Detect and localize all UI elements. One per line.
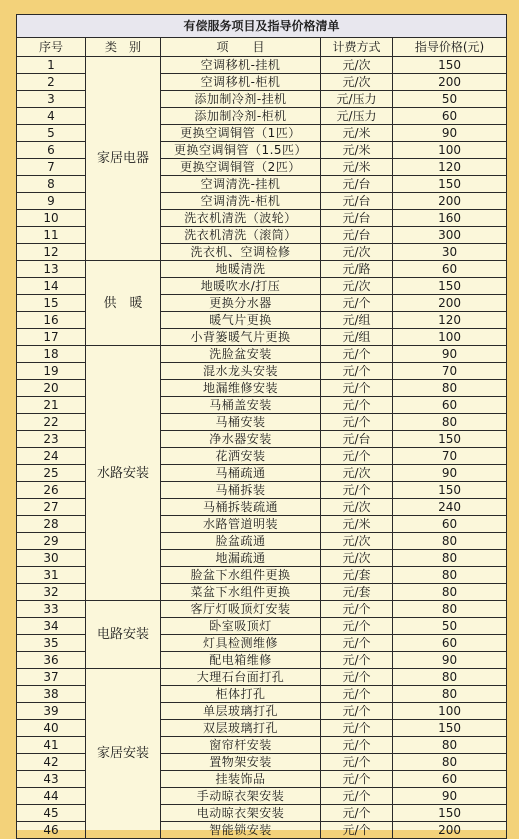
billing-unit: 元/个	[321, 771, 393, 788]
item-name: 混水龙头安装	[161, 363, 321, 380]
item-name: 马桶拆装	[161, 482, 321, 499]
billing-unit: 元/个	[321, 363, 393, 380]
row-index: 26	[17, 482, 86, 499]
item-name: 马桶盖安装	[161, 397, 321, 414]
row-index: 36	[17, 652, 86, 669]
guide-price: 80	[393, 380, 507, 397]
row-index: 38	[17, 686, 86, 703]
guide-price: 200	[393, 822, 507, 839]
guide-price: 80	[393, 533, 507, 550]
guide-price: 200	[393, 74, 507, 91]
item-name: 马桶拆装疏通	[161, 499, 321, 516]
item-name: 配电箱维修	[161, 652, 321, 669]
billing-unit: 元/压力	[321, 91, 393, 108]
guide-price: 80	[393, 737, 507, 754]
table-title: 有偿服务项目及指导价格清单	[17, 15, 507, 38]
row-index: 42	[17, 754, 86, 771]
billing-unit: 元/个	[321, 346, 393, 363]
header-category: 类 别	[86, 38, 161, 57]
item-name: 水路管道明装	[161, 516, 321, 533]
table-row	[17, 57, 507, 74]
item-name: 添加制冷剂-挂机	[161, 91, 321, 108]
item-name: 卧室吸顶灯	[161, 618, 321, 635]
guide-price: 50	[393, 618, 507, 635]
billing-unit: 元/个	[321, 788, 393, 805]
billing-unit: 元/个	[321, 686, 393, 703]
item-name: 马桶安装	[161, 414, 321, 431]
table-row	[17, 669, 507, 686]
guide-price: 80	[393, 414, 507, 431]
guide-price: 100	[393, 329, 507, 346]
guide-price: 70	[393, 363, 507, 380]
billing-unit: 元/次	[321, 74, 393, 91]
item-name: 挂装饰品	[161, 771, 321, 788]
item-name: 更换空调铜管（2匹）	[161, 159, 321, 176]
row-index: 27	[17, 499, 86, 516]
table-title-row	[17, 15, 507, 38]
billing-unit: 元/台	[321, 431, 393, 448]
category-cell: 家居安装	[86, 669, 161, 839]
guide-price: 90	[393, 346, 507, 363]
item-name: 地漏疏通	[161, 550, 321, 567]
price-table	[16, 14, 507, 839]
guide-price: 150	[393, 482, 507, 499]
row-index: 1	[17, 57, 86, 74]
row-index: 3	[17, 91, 86, 108]
header-index: 序号	[17, 38, 86, 57]
row-index: 13	[17, 261, 86, 278]
guide-price: 60	[393, 261, 507, 278]
row-index: 18	[17, 346, 86, 363]
billing-unit: 元/个	[321, 618, 393, 635]
item-name: 更换分水器	[161, 295, 321, 312]
row-index: 4	[17, 108, 86, 125]
billing-unit: 元/个	[321, 601, 393, 618]
row-index: 11	[17, 227, 86, 244]
guide-price: 150	[393, 57, 507, 74]
billing-unit: 元/米	[321, 516, 393, 533]
item-name: 空调清洗-挂机	[161, 176, 321, 193]
guide-price: 80	[393, 584, 507, 601]
guide-price: 90	[393, 465, 507, 482]
table-row	[17, 261, 507, 278]
table-row	[17, 346, 507, 363]
billing-unit: 元/米	[321, 125, 393, 142]
billing-unit: 元/台	[321, 227, 393, 244]
item-name: 洗衣机、空调检修	[161, 244, 321, 261]
guide-price: 50	[393, 91, 507, 108]
guide-price: 100	[393, 142, 507, 159]
row-index: 2	[17, 74, 86, 91]
billing-unit: 元/个	[321, 737, 393, 754]
category-cell: 水路安装	[86, 346, 161, 601]
row-index: 21	[17, 397, 86, 414]
billing-unit: 元/个	[321, 703, 393, 720]
billing-unit: 元/台	[321, 210, 393, 227]
billing-unit: 元/个	[321, 482, 393, 499]
category-cell: 电路安装	[86, 601, 161, 669]
billing-unit: 元/次	[321, 550, 393, 567]
guide-price: 80	[393, 601, 507, 618]
guide-price: 90	[393, 652, 507, 669]
guide-price: 150	[393, 176, 507, 193]
row-index: 12	[17, 244, 86, 261]
billing-unit: 元/组	[321, 329, 393, 346]
header-item: 项 目	[161, 38, 321, 57]
row-index: 8	[17, 176, 86, 193]
billing-unit: 元/个	[321, 669, 393, 686]
row-index: 24	[17, 448, 86, 465]
guide-price: 30	[393, 244, 507, 261]
item-name: 更换空调铜管（1.5匹）	[161, 142, 321, 159]
billing-unit: 元/个	[321, 652, 393, 669]
item-name: 单层玻璃打孔	[161, 703, 321, 720]
row-index: 14	[17, 278, 86, 295]
guide-price: 120	[393, 312, 507, 329]
row-index: 34	[17, 618, 86, 635]
item-name: 空调清洗-柜机	[161, 193, 321, 210]
row-index: 6	[17, 142, 86, 159]
row-index: 29	[17, 533, 86, 550]
billing-unit: 元/次	[321, 499, 393, 516]
item-name: 灯具检测维修	[161, 635, 321, 652]
item-name: 空调移机-挂机	[161, 57, 321, 74]
item-name: 脸盆下水组件更换	[161, 567, 321, 584]
row-index: 39	[17, 703, 86, 720]
item-name: 客厅灯吸顶灯安装	[161, 601, 321, 618]
guide-price: 70	[393, 448, 507, 465]
item-name: 地漏维修安装	[161, 380, 321, 397]
row-index: 10	[17, 210, 86, 227]
row-index: 17	[17, 329, 86, 346]
item-name: 更换空调铜管（1匹）	[161, 125, 321, 142]
billing-unit: 元/次	[321, 278, 393, 295]
guide-price: 90	[393, 788, 507, 805]
billing-unit: 元/次	[321, 465, 393, 482]
billing-unit: 元/个	[321, 380, 393, 397]
guide-price: 90	[393, 125, 507, 142]
billing-unit: 元/个	[321, 397, 393, 414]
row-index: 23	[17, 431, 86, 448]
billing-unit: 元/个	[321, 754, 393, 771]
category-cell: 供 暖	[86, 261, 161, 346]
guide-price: 60	[393, 635, 507, 652]
row-index: 9	[17, 193, 86, 210]
item-name: 置物架安装	[161, 754, 321, 771]
guide-price: 80	[393, 686, 507, 703]
guide-price: 150	[393, 278, 507, 295]
billing-unit: 元/米	[321, 159, 393, 176]
row-index: 44	[17, 788, 86, 805]
guide-price: 60	[393, 397, 507, 414]
billing-unit: 元/组	[321, 312, 393, 329]
guide-price: 150	[393, 805, 507, 822]
billing-unit: 元/个	[321, 805, 393, 822]
row-index: 32	[17, 584, 86, 601]
billing-unit: 元/个	[321, 822, 393, 839]
billing-unit: 元/台	[321, 193, 393, 210]
row-index: 16	[17, 312, 86, 329]
guide-price: 200	[393, 295, 507, 312]
item-name: 菜盆下水组件更换	[161, 584, 321, 601]
guide-price: 200	[393, 193, 507, 210]
item-name: 洗衣机清洗（波轮）	[161, 210, 321, 227]
item-name: 马桶疏通	[161, 465, 321, 482]
item-name: 双层玻璃打孔	[161, 720, 321, 737]
guide-price: 240	[393, 499, 507, 516]
item-name: 地暖吹水/打压	[161, 278, 321, 295]
guide-price: 300	[393, 227, 507, 244]
guide-price: 150	[393, 720, 507, 737]
billing-unit: 元/米	[321, 142, 393, 159]
billing-unit: 元/压力	[321, 108, 393, 125]
item-name: 地暖清洗	[161, 261, 321, 278]
guide-price: 60	[393, 771, 507, 788]
category-cell: 家居电器	[86, 57, 161, 261]
row-index: 22	[17, 414, 86, 431]
item-name: 大理石台面打孔	[161, 669, 321, 686]
billing-unit: 元/套	[321, 567, 393, 584]
item-name: 窗帘杆安装	[161, 737, 321, 754]
item-name: 添加制冷剂-柜机	[161, 108, 321, 125]
row-index: 19	[17, 363, 86, 380]
row-index: 45	[17, 805, 86, 822]
row-index: 37	[17, 669, 86, 686]
table-row	[17, 601, 507, 618]
row-index: 20	[17, 380, 86, 397]
item-name: 小背篓暖气片更换	[161, 329, 321, 346]
row-index: 25	[17, 465, 86, 482]
row-index: 7	[17, 159, 86, 176]
item-name: 脸盆疏通	[161, 533, 321, 550]
header-billing: 计费方式	[321, 38, 393, 57]
row-index: 31	[17, 567, 86, 584]
item-name: 电动晾衣架安装	[161, 805, 321, 822]
billing-unit: 元/个	[321, 295, 393, 312]
guide-price: 60	[393, 108, 507, 125]
item-name: 净水器安装	[161, 431, 321, 448]
guide-price: 120	[393, 159, 507, 176]
row-index: 40	[17, 720, 86, 737]
item-name: 花洒安装	[161, 448, 321, 465]
row-index: 43	[17, 771, 86, 788]
billing-unit: 元/个	[321, 635, 393, 652]
guide-price: 80	[393, 754, 507, 771]
billing-unit: 元/次	[321, 244, 393, 261]
billing-unit: 元/套	[321, 584, 393, 601]
guide-price: 80	[393, 550, 507, 567]
price-sheet	[16, 14, 506, 837]
header-row	[17, 38, 507, 57]
billing-unit: 元/个	[321, 720, 393, 737]
billing-unit: 元/次	[321, 57, 393, 74]
row-index: 28	[17, 516, 86, 533]
table-body	[17, 57, 507, 839]
billing-unit: 元/个	[321, 448, 393, 465]
item-name: 柜体打孔	[161, 686, 321, 703]
item-name: 智能锁安装	[161, 822, 321, 839]
guide-price: 80	[393, 669, 507, 686]
guide-price: 160	[393, 210, 507, 227]
guide-price: 60	[393, 516, 507, 533]
guide-price: 150	[393, 431, 507, 448]
item-name: 洗脸盆安装	[161, 346, 321, 363]
item-name: 手动晾衣架安装	[161, 788, 321, 805]
guide-price: 80	[393, 567, 507, 584]
row-index: 35	[17, 635, 86, 652]
row-index: 33	[17, 601, 86, 618]
billing-unit: 元/路	[321, 261, 393, 278]
row-index: 30	[17, 550, 86, 567]
header-price: 指导价格(元)	[393, 38, 507, 57]
billing-unit: 元/个	[321, 414, 393, 431]
row-index: 41	[17, 737, 86, 754]
row-index: 46	[17, 822, 86, 839]
item-name: 空调移机-柜机	[161, 74, 321, 91]
billing-unit: 元/次	[321, 533, 393, 550]
row-index: 5	[17, 125, 86, 142]
item-name: 洗衣机清洗（滚筒）	[161, 227, 321, 244]
row-index: 15	[17, 295, 86, 312]
billing-unit: 元/台	[321, 176, 393, 193]
guide-price: 100	[393, 703, 507, 720]
item-name: 暖气片更换	[161, 312, 321, 329]
